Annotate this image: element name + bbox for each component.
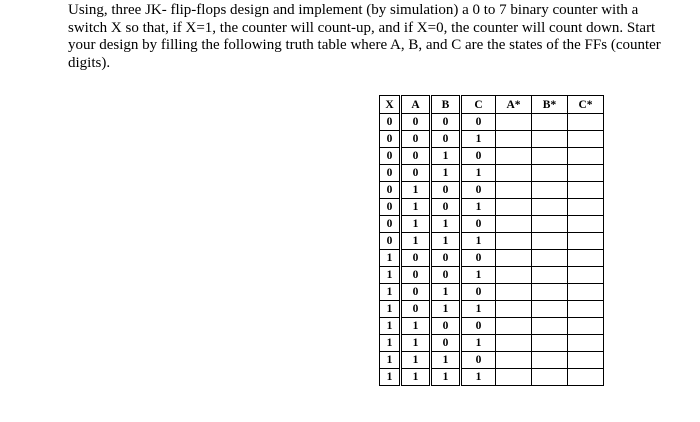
cell-c-next[interactable] [568, 369, 604, 386]
cell-a: 0 [401, 284, 431, 301]
truth-table [379, 95, 604, 386]
cell-c: 1 [461, 335, 496, 352]
cell-a: 0 [401, 250, 431, 267]
cell-c-next[interactable] [568, 131, 604, 148]
cell-b: 0 [431, 318, 461, 335]
cell-c: 1 [461, 267, 496, 284]
cell-a: 1 [401, 233, 431, 250]
cell-c: 0 [461, 182, 496, 199]
table-row [380, 148, 604, 165]
cell-b-next[interactable] [532, 318, 568, 335]
cell-b: 0 [431, 199, 461, 216]
cell-b-next[interactable] [532, 284, 568, 301]
table-row [380, 352, 604, 369]
header-x: X [380, 96, 401, 114]
cell-b-next[interactable] [532, 233, 568, 250]
cell-a: 0 [401, 165, 431, 182]
header-b: B [431, 96, 461, 114]
cell-a-next[interactable] [496, 335, 532, 352]
cell-b-next[interactable] [532, 267, 568, 284]
cell-x: 0 [380, 114, 401, 131]
cell-b-next[interactable] [532, 250, 568, 267]
table-row [380, 131, 604, 148]
cell-b: 0 [431, 250, 461, 267]
cell-b: 0 [431, 182, 461, 199]
table-row [380, 267, 604, 284]
truth-table-header-row [380, 96, 604, 114]
cell-x: 1 [380, 267, 401, 284]
cell-c: 0 [461, 318, 496, 335]
cell-x: 0 [380, 148, 401, 165]
cell-x: 1 [380, 318, 401, 335]
cell-b-next[interactable] [532, 301, 568, 318]
table-row [380, 335, 604, 352]
cell-b: 1 [431, 301, 461, 318]
cell-a-next[interactable] [496, 318, 532, 335]
cell-c-next[interactable] [568, 148, 604, 165]
cell-c-next[interactable] [568, 267, 604, 284]
cell-c: 0 [461, 352, 496, 369]
cell-c: 0 [461, 284, 496, 301]
cell-c: 0 [461, 250, 496, 267]
cell-x: 1 [380, 369, 401, 386]
cell-x: 1 [380, 284, 401, 301]
table-row [380, 165, 604, 182]
cell-b: 1 [431, 352, 461, 369]
cell-a: 1 [401, 335, 431, 352]
cell-x: 0 [380, 165, 401, 182]
cell-b: 0 [431, 114, 461, 131]
cell-c: 1 [461, 233, 496, 250]
cell-b-next[interactable] [532, 199, 568, 216]
cell-a: 1 [401, 216, 431, 233]
cell-c-next[interactable] [568, 301, 604, 318]
table-row [380, 318, 604, 335]
cell-x: 0 [380, 216, 401, 233]
cell-a: 0 [401, 148, 431, 165]
cell-b: 1 [431, 165, 461, 182]
cell-c-next[interactable] [568, 284, 604, 301]
header-a: A [401, 96, 431, 114]
cell-c-next[interactable] [568, 250, 604, 267]
cell-a: 0 [401, 301, 431, 318]
header-b-next: B* [532, 96, 568, 114]
cell-x: 1 [380, 301, 401, 318]
table-row [380, 114, 604, 131]
cell-c: 1 [461, 199, 496, 216]
cell-a-next[interactable] [496, 267, 532, 284]
table-row [380, 369, 604, 386]
cell-b-next[interactable] [532, 114, 568, 131]
cell-c: 0 [461, 114, 496, 131]
cell-a-next[interactable] [496, 182, 532, 199]
cell-a: 1 [401, 199, 431, 216]
truth-table-body [380, 114, 604, 386]
cell-a-next[interactable] [496, 165, 532, 182]
cell-b-next[interactable] [532, 369, 568, 386]
cell-x: 1 [380, 250, 401, 267]
cell-c: 0 [461, 148, 496, 165]
cell-c-next[interactable] [568, 335, 604, 352]
cell-c: 1 [461, 369, 496, 386]
cell-b: 1 [431, 148, 461, 165]
table-row [380, 250, 604, 267]
cell-x: 0 [380, 182, 401, 199]
cell-a: 1 [401, 352, 431, 369]
cell-c-next[interactable] [568, 318, 604, 335]
table-row [380, 233, 604, 250]
cell-c-next[interactable] [568, 216, 604, 233]
cell-c-next[interactable] [568, 165, 604, 182]
cell-a-next[interactable] [496, 199, 532, 216]
cell-c-next[interactable] [568, 352, 604, 369]
cell-b-next[interactable] [532, 335, 568, 352]
cell-a-next[interactable] [496, 301, 532, 318]
cell-a-next[interactable] [496, 352, 532, 369]
cell-c: 0 [461, 216, 496, 233]
cell-x: 0 [380, 199, 401, 216]
cell-b: 1 [431, 369, 461, 386]
cell-a-next[interactable] [496, 216, 532, 233]
cell-a-next[interactable] [496, 233, 532, 250]
cell-b: 1 [431, 233, 461, 250]
cell-a: 0 [401, 114, 431, 131]
cell-x: 0 [380, 233, 401, 250]
cell-c: 1 [461, 165, 496, 182]
cell-a-next[interactable] [496, 114, 532, 131]
cell-c-next[interactable] [568, 182, 604, 199]
cell-b: 0 [431, 267, 461, 284]
cell-a: 1 [401, 318, 431, 335]
cell-b: 0 [431, 335, 461, 352]
cell-x: 1 [380, 352, 401, 369]
cell-a-next[interactable] [496, 369, 532, 386]
cell-b-next[interactable] [532, 182, 568, 199]
cell-b: 1 [431, 284, 461, 301]
cell-c-next[interactable] [568, 233, 604, 250]
cell-x: 0 [380, 131, 401, 148]
cell-c: 1 [461, 301, 496, 318]
cell-b-next[interactable] [532, 148, 568, 165]
cell-a: 0 [401, 267, 431, 284]
cell-c-next[interactable] [568, 114, 604, 131]
question-text: Using, three JK- flip-flops design and implement (by simulation) a 0 to 7 binary counter with a switch X so that, if X=1, the counter will count-up, and if X=0, the counter will count down. Start your design by filling the following truth table where A, B, and C are the states of the FFs (counter digits). [68, 2, 661, 71]
header-c: C [461, 96, 496, 114]
cell-c: 1 [461, 131, 496, 148]
table-row [380, 199, 604, 216]
cell-a-next[interactable] [496, 284, 532, 301]
cell-b-next[interactable] [532, 131, 568, 148]
table-row [380, 182, 604, 199]
cell-a: 0 [401, 131, 431, 148]
cell-b-next[interactable] [532, 216, 568, 233]
cell-a-next[interactable] [496, 131, 532, 148]
cell-a-next[interactable] [496, 250, 532, 267]
table-row [380, 284, 604, 301]
cell-b-next[interactable] [532, 352, 568, 369]
header-a-next: A* [496, 96, 532, 114]
cell-a-next[interactable] [496, 148, 532, 165]
cell-b-next[interactable] [532, 165, 568, 182]
cell-a: 1 [401, 182, 431, 199]
cell-a: 1 [401, 369, 431, 386]
table-row [380, 301, 604, 318]
cell-b: 1 [431, 216, 461, 233]
cell-x: 1 [380, 335, 401, 352]
table-row [380, 216, 604, 233]
cell-b: 0 [431, 131, 461, 148]
cell-c-next[interactable] [568, 199, 604, 216]
header-c-next: C* [568, 96, 604, 114]
